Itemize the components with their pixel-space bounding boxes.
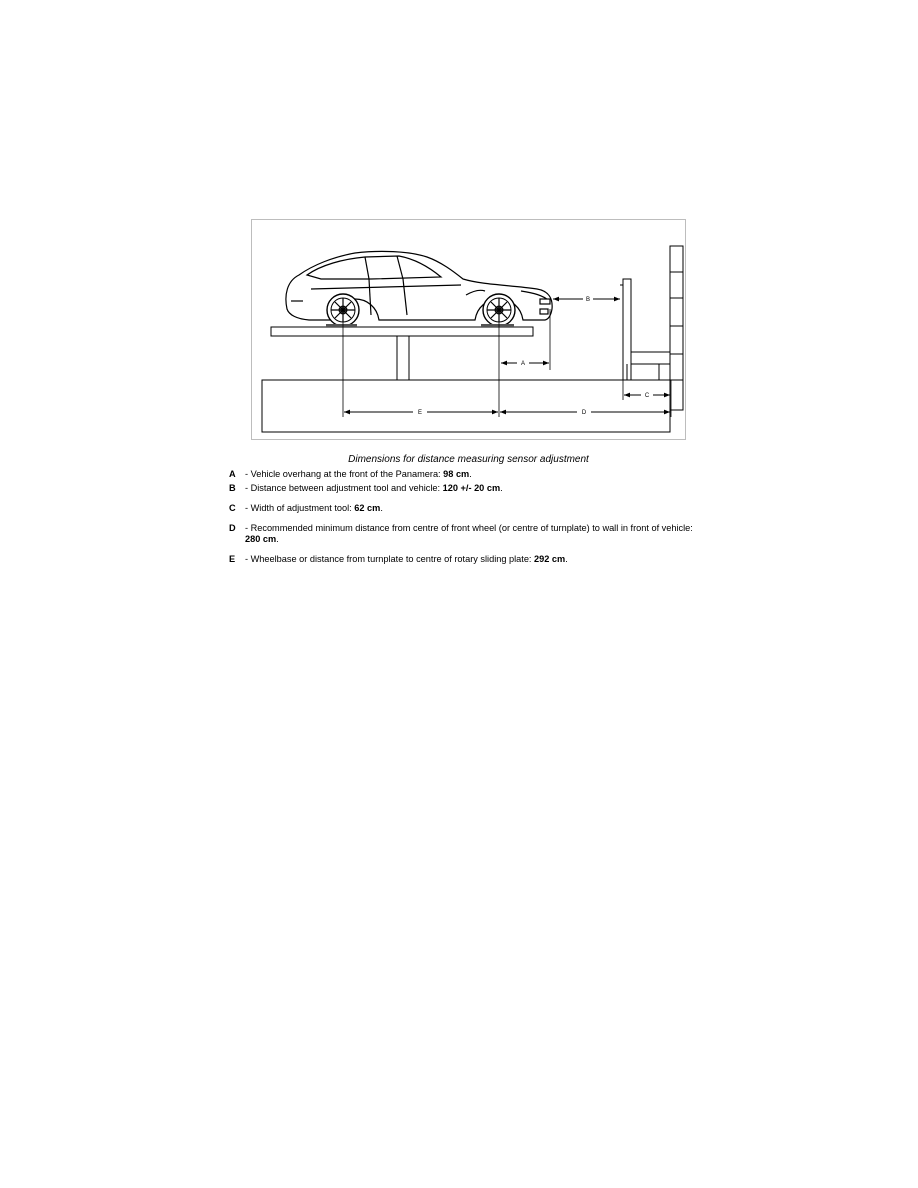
floor (262, 380, 670, 432)
legend-key: B (229, 483, 236, 493)
legend-text: - Wheelbase or distance from turnplate to centre of rotary sliding plate: 292 cm. (245, 554, 568, 564)
legend-key: E (229, 554, 236, 564)
legend-key: C (229, 503, 236, 513)
front-turnplate (481, 324, 514, 327)
measurement-diagram (251, 219, 686, 440)
label-b: B (585, 297, 591, 303)
label-d: D (581, 410, 587, 416)
legend-item-e (229, 554, 699, 565)
legend-value: 120 +/- 20 cm (442, 483, 501, 493)
legend-key: A (229, 469, 236, 479)
legend-text: - Distance between adjustment tool and vehicle: 120 +/- 20 cm. (245, 483, 503, 493)
legend-text: - Recommended minimum distance from centre of front wheel (or centre of turnplate) to wall in front of vehicle: 280 cm. (245, 523, 693, 544)
label-e: E (417, 410, 423, 416)
legend-item-b (229, 483, 699, 494)
dimension-legend (229, 469, 699, 565)
legend-text: - Vehicle overhang at the front of the Panamera: 98 cm. (245, 469, 472, 479)
diagram-svg (251, 219, 686, 440)
legend-key: D (229, 523, 236, 533)
legend-value: 292 cm (534, 554, 566, 564)
legend-item-d (229, 523, 699, 545)
legend-item-c (229, 503, 699, 514)
legend-text: - Width of adjustment tool: 62 cm. (245, 503, 383, 513)
legend-value: 62 cm (354, 503, 381, 513)
rear-plate (326, 324, 357, 327)
legend-value: 98 cm (443, 469, 470, 479)
label-c: C (644, 393, 650, 399)
legend-value: 280 cm (245, 534, 277, 544)
wall (670, 246, 683, 410)
legend-item-a (229, 469, 699, 480)
label-a: A (520, 361, 526, 367)
figure-caption: Dimensions for distance measuring sensor adjustment (348, 454, 589, 465)
